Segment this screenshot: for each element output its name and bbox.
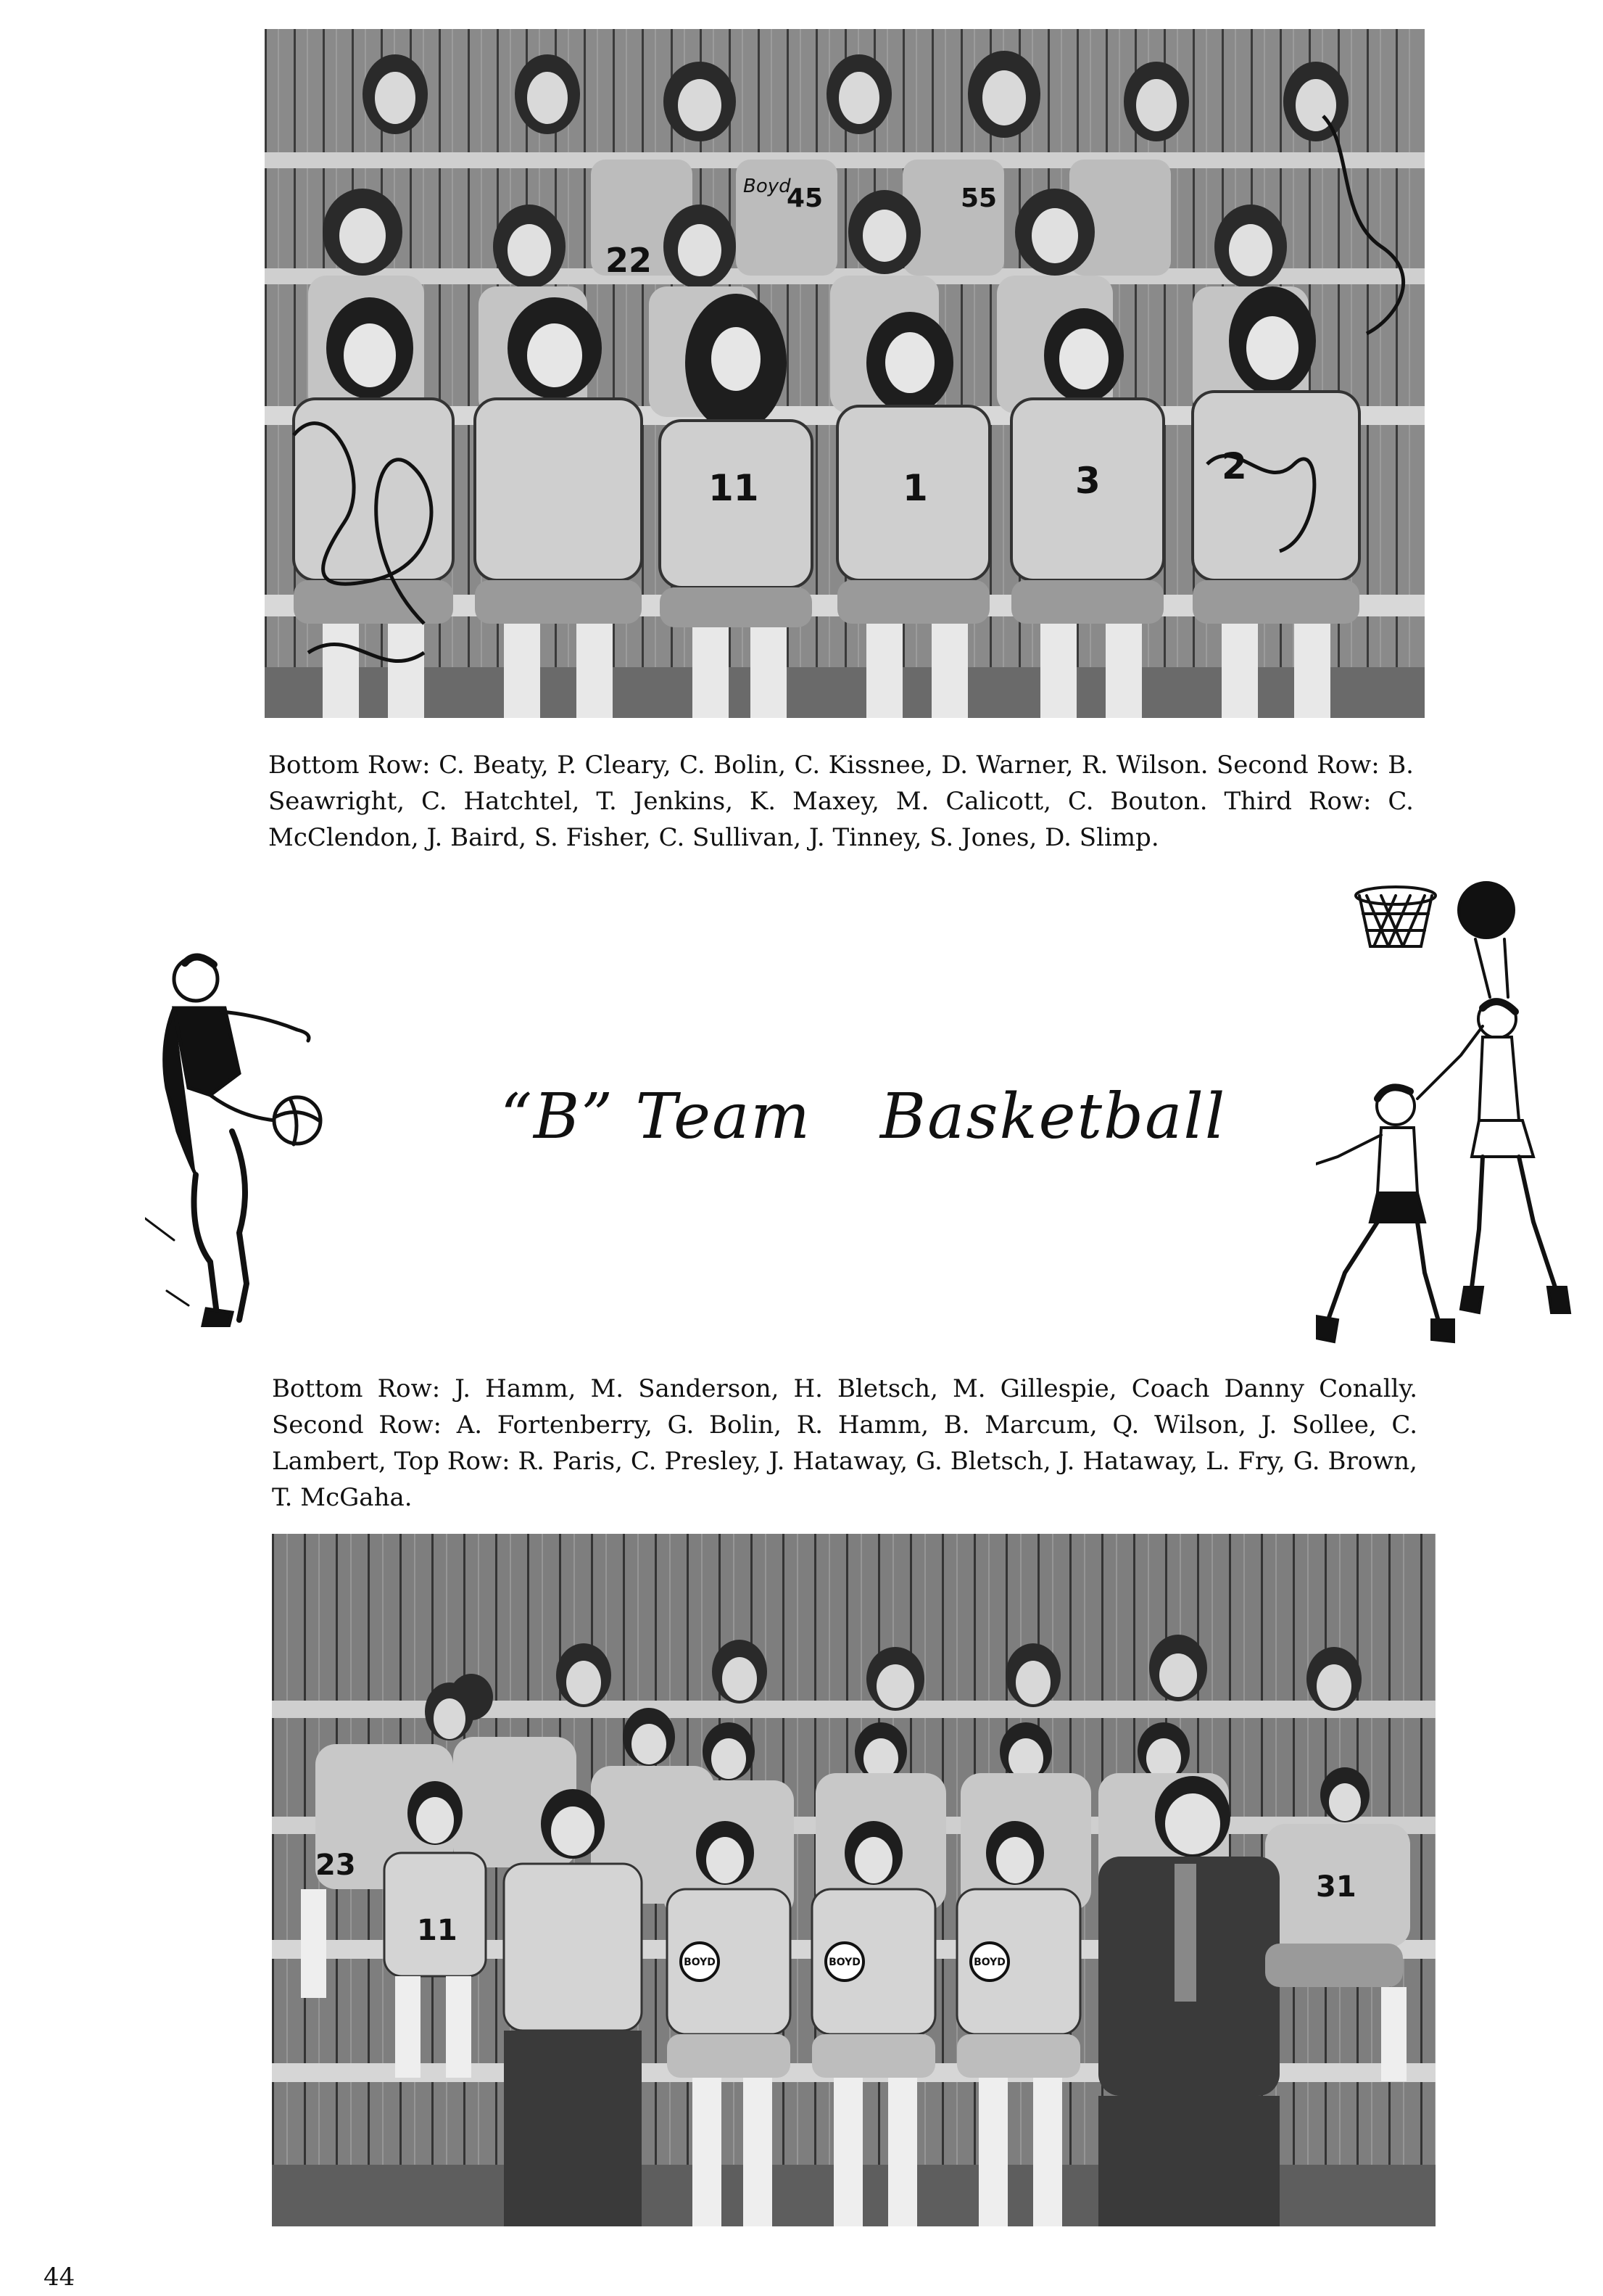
boys-jersey-number: 31 — [1316, 1870, 1356, 1904]
girls-team-caption: Bottom Row: C. Beaty, P. Cleary, C. Bolin, C. Kissnee, D. Warner, R. Wilson. Second Row: B. Seawright, C. Hatchtel, T. Jenkins, K. Maxey, M. Calicott, C. Bouton. Third Row: C. McClendon, J. Baird, S. Fisher, C. Sullivan, J. Tinney, S. Jones, D. Slimp. — [268, 751, 1414, 852]
page-number: 44 — [44, 2263, 75, 2292]
title-quoted-letter: “B” — [500, 1081, 615, 1153]
girls-jersey-number: 1 — [903, 467, 928, 509]
girls-jersey-lettering: Boyd — [743, 175, 791, 197]
boys-shirt-lettering: BOYD — [684, 1957, 716, 1968]
girls-team-photo — [265, 29, 1425, 718]
male-basketball-player-icon — [145, 943, 348, 1327]
girls-jersey-number: 45 — [787, 183, 824, 213]
girls-basketball-players-icon — [1316, 881, 1599, 1345]
title-word-team: Team — [635, 1081, 811, 1153]
girls-jersey-number: 2 — [1222, 445, 1247, 487]
boys-team-caption: Bottom Row: J. Hamm, M. Sanderson, H. Bletsch, M. Gillespie, Coach Danny Conally. Second Row: A. Fortenberry, G. Bolin, R. Hamm, B. Marcum, Q. Wilson, J. Sollee, C. Lambert, Top Row: R. Paris, C. Presley, J. Hataway, G. Bletsch, J. Hataway, L. Fry, G. Brown, T. McGaha. — [272, 1374, 1417, 1512]
boys-jersey-number: 23 — [315, 1849, 356, 1882]
girls-team-photo-art — [265, 29, 1425, 718]
girls-jersey-number: 55 — [961, 183, 998, 213]
girls-jersey-number: 3 — [1075, 460, 1101, 502]
girls-jersey-number: 22 — [605, 241, 653, 280]
boys-team-photo — [272, 1534, 1436, 2226]
boys-jersey-number: 11 — [417, 1914, 457, 1947]
boys-team-photo-art — [272, 1534, 1436, 2226]
boys-shirt-lettering: BOYD — [974, 1957, 1006, 1968]
boys-shirt-lettering: BOYD — [829, 1957, 861, 1968]
title-word-basketball: Basketball — [879, 1081, 1227, 1153]
page-title — [500, 1081, 1225, 1153]
girls-jersey-number: 11 — [708, 467, 759, 509]
